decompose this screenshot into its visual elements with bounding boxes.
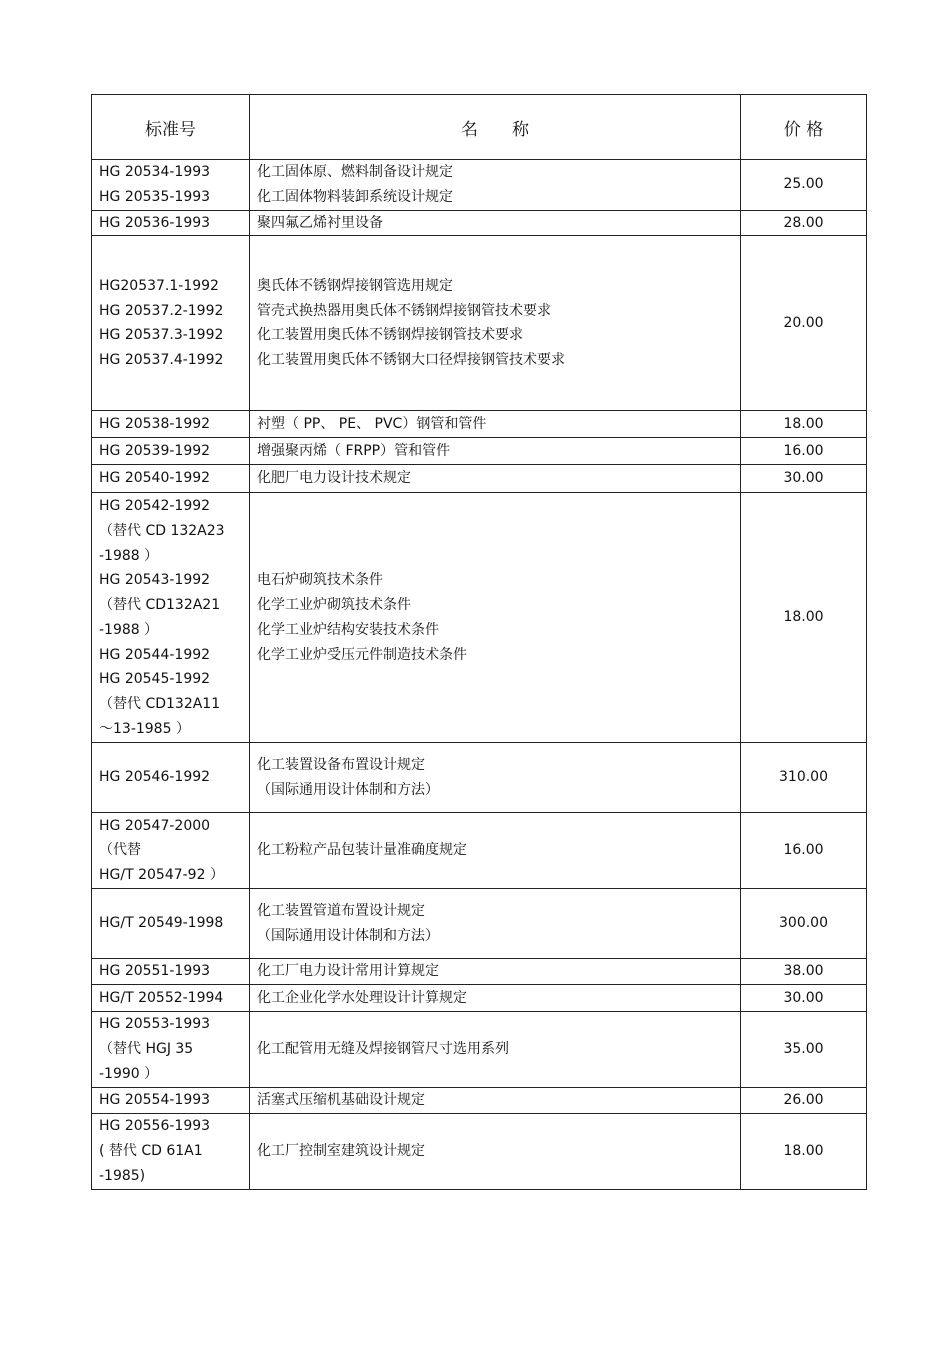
standard-name-cell <box>250 985 741 1012</box>
standard-name-cell <box>250 411 741 438</box>
standard-code-cell <box>92 1088 250 1114</box>
standard-name-cell <box>250 813 741 889</box>
standard-code: HG 20534-1993 <box>99 164 211 180</box>
header-row <box>92 95 867 160</box>
table-row <box>92 959 867 985</box>
standard-name: 化肥厂电力设计技术规定 <box>257 470 411 487</box>
standard-code: HG 20536-1993 <box>99 214 211 231</box>
standard-name-cell <box>250 493 741 743</box>
table-row <box>92 236 867 411</box>
standard-name: 化学工业炉受压元件制造技术条件 <box>257 646 467 663</box>
standard-code: HG 20540-1992 <box>99 470 211 487</box>
price-value: 25.00 <box>783 176 824 193</box>
standard-code-cell <box>92 813 250 889</box>
standard-name: 化学工业炉砌筑技术条件 <box>257 597 411 614</box>
standard-code-cell <box>92 236 250 411</box>
standard-name: 增强聚丙烯（ FRPP）管和管件 <box>257 442 451 459</box>
standard-name-cell <box>250 1012 741 1088</box>
standard-name: 化工装置用奥氏体不锈钢大口径焊接钢管技术要求 <box>257 352 565 369</box>
standard-code: HG 20547-2000 <box>99 817 211 834</box>
price-value: 28.00 <box>783 214 824 231</box>
standard-name-cell <box>250 959 741 985</box>
standard-name: 活塞式压缩机基础设计规定 <box>257 1092 425 1109</box>
standard-code: ( 替代 CD 61A1 <box>99 1143 203 1160</box>
price-value: 38.00 <box>783 963 824 980</box>
standard-code-cell <box>92 889 250 959</box>
standard-name: 化工装置管道布置设计规定 <box>257 903 425 920</box>
price-cell <box>741 889 867 959</box>
price-cell <box>741 1088 867 1114</box>
standard-code: HG 20553-1993 <box>99 1016 211 1033</box>
price-value: 30.00 <box>783 470 824 487</box>
table-row <box>92 985 867 1012</box>
standard-code: HG/T 20552-1994 <box>99 989 224 1006</box>
standard-name: 化工企业化学水处理设计计算规定 <box>257 989 467 1006</box>
price-value: 16.00 <box>783 442 824 459</box>
standard-name: （国际通用设计体制和方法） <box>257 927 439 944</box>
standard-code: （替代 CD132A11 <box>99 696 221 713</box>
price-cell <box>741 438 867 465</box>
standard-code: HG 20556-1993 <box>99 1118 211 1135</box>
price-cell <box>741 959 867 985</box>
standard-name: 化工粉粒产品包装计量准确度规定 <box>257 842 467 859</box>
standard-code: （替代 CD 132A23 <box>99 522 225 539</box>
price-value: 18.00 <box>783 415 824 432</box>
standard-code: HG 20544-1992 <box>99 646 211 663</box>
standard-code: HG 20551-1993 <box>99 963 211 980</box>
standard-code: HG 20542-1992 <box>99 497 211 514</box>
header-code: 标准号 <box>92 95 250 160</box>
standard-code: HG 20537.4-1992 <box>99 352 224 369</box>
standard-name: 化工厂电力设计常用计算规定 <box>257 963 439 980</box>
table-row <box>92 813 867 889</box>
table-row <box>92 411 867 438</box>
standard-code: （替代 CD132A21 <box>99 597 221 614</box>
standard-code-cell <box>92 438 250 465</box>
price-cell <box>741 493 867 743</box>
table-row <box>92 493 867 743</box>
price-value: 30.00 <box>783 989 824 1006</box>
price-cell <box>741 210 867 236</box>
price-value: 18.00 <box>783 1143 824 1160</box>
standard-code: -1988 ） <box>99 547 159 564</box>
standard-code: HG 20539-1992 <box>99 442 211 459</box>
standard-name: 化工固体原、燃料制备设计规定 <box>257 164 453 180</box>
standard-code: HG 20545-1992 <box>99 671 211 688</box>
standard-code: HG 20535-1993 <box>99 188 211 205</box>
table-row <box>92 889 867 959</box>
standard-name: 奥氏体不锈钢焊接钢管选用规定 <box>257 277 453 294</box>
price-cell <box>741 236 867 411</box>
standard-code-cell <box>92 1012 250 1088</box>
price-value: 300.00 <box>779 915 828 932</box>
standard-code: HG 20537.3-1992 <box>99 327 224 344</box>
price-cell <box>741 160 867 211</box>
price-value: 16.00 <box>783 842 824 859</box>
standard-name-cell <box>250 160 741 211</box>
standards-table <box>91 94 867 1190</box>
standard-name: 化工配管用无缝及焊接钢管尺寸选用系列 <box>257 1041 509 1058</box>
table-row <box>92 1088 867 1114</box>
standard-name-cell <box>250 1088 741 1114</box>
header-name: 名 称 <box>250 95 741 160</box>
table-row <box>92 438 867 465</box>
standard-name: 化工装置设备布置设计规定 <box>257 757 425 774</box>
price-cell <box>741 985 867 1012</box>
standard-name-cell <box>250 465 741 493</box>
standard-name: 管壳式换热器用奥氏体不锈钢焊接钢管技术要求 <box>257 302 551 319</box>
standard-name: 化工固体物料装卸系统设计规定 <box>257 188 453 205</box>
standard-code: （代替 <box>99 842 141 859</box>
standard-code: HG 20538-1992 <box>99 415 211 432</box>
standard-code-cell <box>92 985 250 1012</box>
table-row <box>92 1113 867 1189</box>
price-cell <box>741 1012 867 1088</box>
standard-code: -1985) <box>99 1167 146 1184</box>
standard-name-cell <box>250 438 741 465</box>
price-cell <box>741 813 867 889</box>
standard-name: 聚四氟乙烯衬里设备 <box>257 214 383 231</box>
standard-name: 化工装置用奥氏体不锈钢焊接钢管技术要求 <box>257 327 523 344</box>
standard-code: HG/T 20549-1998 <box>99 915 224 932</box>
price-value: 310.00 <box>779 769 828 786</box>
table-row <box>92 210 867 236</box>
standard-code-cell <box>92 743 250 813</box>
standard-code: ～13-1985 ） <box>99 721 190 738</box>
table-row <box>92 1012 867 1088</box>
standard-code: （替代 HGJ 35 <box>99 1041 194 1058</box>
standard-name-cell <box>250 743 741 813</box>
standard-name: 衬塑（ PP、 PE、 PVC）钢管和管件 <box>257 415 487 432</box>
price-value: 26.00 <box>783 1092 824 1109</box>
table-row <box>92 160 867 211</box>
standard-code-cell <box>92 959 250 985</box>
standard-code: -1990 ） <box>99 1066 159 1083</box>
header-price: 价 格 <box>741 95 867 160</box>
standard-code: HG 20546-1992 <box>99 769 211 786</box>
price-cell <box>741 465 867 493</box>
standard-name: 化学工业炉结构安装技术条件 <box>257 621 439 638</box>
price-cell <box>741 1113 867 1189</box>
standard-code-cell <box>92 465 250 493</box>
standard-code-cell <box>92 1113 250 1189</box>
price-value: 35.00 <box>783 1041 824 1058</box>
standard-code-cell <box>92 493 250 743</box>
price-value: 18.00 <box>783 609 824 626</box>
table-row <box>92 465 867 493</box>
standard-code: HG20537.1-1992 <box>99 277 219 294</box>
standard-name-cell <box>250 210 741 236</box>
standard-code-cell <box>92 411 250 438</box>
standard-name: 化工厂控制室建筑设计规定 <box>257 1143 425 1160</box>
standard-name-cell <box>250 889 741 959</box>
standard-code: HG 20543-1992 <box>99 572 211 589</box>
standard-code: -1988 ） <box>99 621 159 638</box>
price-cell <box>741 743 867 813</box>
standard-name: （国际通用设计体制和方法） <box>257 781 439 798</box>
price-cell <box>741 411 867 438</box>
standard-code: HG 20537.2-1992 <box>99 302 224 319</box>
standard-code: HG/T 20547-92 ） <box>99 867 224 884</box>
table-body <box>92 160 867 1190</box>
standard-name: 电石炉砌筑技术条件 <box>257 572 383 589</box>
standard-code-cell <box>92 210 250 236</box>
standard-code: HG 20554-1993 <box>99 1092 211 1109</box>
standard-name-cell <box>250 236 741 411</box>
standard-name-cell <box>250 1113 741 1189</box>
table-row <box>92 743 867 813</box>
price-value: 20.00 <box>783 314 824 331</box>
standard-code-cell <box>92 160 250 211</box>
